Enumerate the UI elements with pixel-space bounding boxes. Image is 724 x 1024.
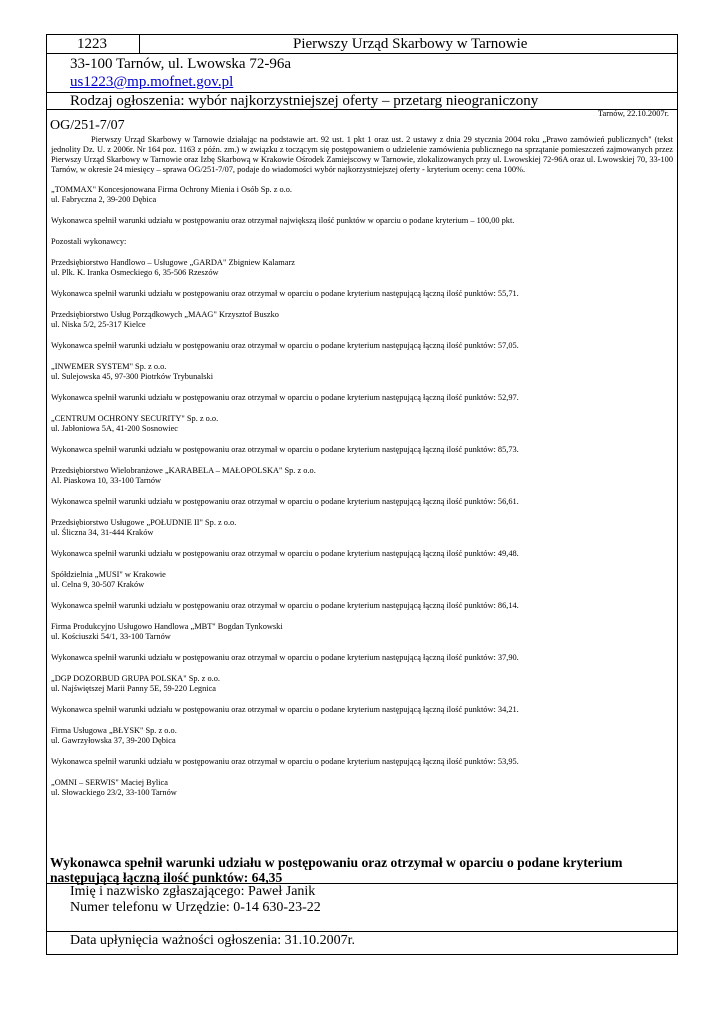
contact-row (47, 54, 677, 93)
contractor-name: Spółdzielnia „MUSI" w Krakowie (51, 570, 166, 579)
contractor-block (51, 726, 673, 746)
contractor-address: ul. Gawrzyłowska 37, 39-200 Dębica (51, 736, 176, 745)
notice-date: Tarnów, 22.10.2007r. (598, 109, 669, 118)
case-signature: OG/251-7/07 (50, 118, 125, 133)
contractor-address: Al. Piaskowa 10, 33-100 Tarnów (51, 476, 162, 485)
contractor-name: Firma Produkcyjno Usługowo Handlowa „MBT" Bogdan Tynkowski (51, 622, 283, 631)
winner-address: ul. Fabryczna 2, 39-200 Dębica (51, 195, 157, 204)
contractor-name: Przedsiębiorstwo Usług Porządkowych „MAAG" Krzysztof Buszko (51, 310, 279, 319)
notice-document (46, 34, 678, 955)
contractor-result: Wykonawca spełnił warunki udziału w postępowaniu oraz otrzymał w oparciu o podane kryterium następującą łączną ilość punktów: 34,21. (51, 705, 519, 714)
contractor-name: „INWEMER SYSTEM" Sp. z o.o. (51, 362, 167, 371)
office-name: Pierwszy Urząd Skarbowy w Tarnowie (293, 36, 528, 52)
contractor-block (51, 414, 673, 434)
contractor-name: Przedsiębiorstwo Wielobranżowe „KARABELA – MAŁOPOLSKA" Sp. z o.o. (51, 466, 316, 475)
contractor-result: Wykonawca spełnił warunki udziału w postępowaniu oraz otrzymał w oparciu o podane kryterium następującą łączną ilość punktów: 55,71. (51, 289, 519, 298)
office-number: 1223 (77, 36, 107, 52)
contractor-result: Wykonawca spełnił warunki udziału w postępowaniu oraz otrzymał w oparciu o podane kryterium następującą łączną ilość punktów: 52,97. (51, 393, 519, 402)
contractor-result: Wykonawca spełnił warunki udziału w postępowaniu oraz otrzymał w oparciu o podane kryterium następującą łączną ilość punktów: 49,48. (51, 549, 519, 558)
notice-body (47, 110, 677, 884)
contractor-address: ul. Kościuszki 54/1, 33-100 Tarnów (51, 632, 171, 641)
reporter-name: Imię i nazwisko zgłaszającego: Paweł Janik (70, 884, 316, 899)
reporter-phone: Numer telefonu w Urzędzie: 0-14 630-23-22 (70, 900, 321, 915)
contractor-result: Wykonawca spełnił warunki udziału w postępowaniu oraz otrzymał w oparciu o podane kryterium następującą łączną ilość punktów: 53,95. (51, 757, 519, 766)
contractor-address: ul. Celna 9, 30-507 Kraków (51, 580, 145, 589)
intro-paragraph: Pierwszy Urząd Skarbowy w Tarnowie działając na podstawie art. 92 ust. 1 pkt 1 oraz ust. 2 ustawy z dnia 29 stycznia 2004 roku „Prawo zamówień publicznych" (tekst jednolity Dz. U. z 2006r. Nr 164 poz. 1163 z późn. zm.) w związku z toczącym się postępowaniem o udzielenie zamówienia publicznego na sprzątanie pomieszczeń zajmowanych przez Pierwszy Urząd Skarbowy w Tarnowie oraz Izbę Skarbową w Krakowie Ośrodek Zamiejscowy w Tarnowie, zlokalizowanych przy ul. Lwowskiej 72-96A oraz ul. Lwowskiej 70, 33-100 Tarnów, w okresie 24 miesięcy – sprawa OG/251-7/07, podaje do wiadomości wybór najkorzystniejszej oferty - kryterium oceny: cena 100%. (51, 135, 673, 174)
contractor-block (51, 466, 673, 486)
contractor-address: ul. Plk. K. Iranka Osmeckiego 6, 35-506 Rzeszów (51, 268, 219, 277)
contractor-address: ul. Śliczna 34, 31-444 Kraków (51, 528, 154, 537)
contractor-name: „OMNI – SERWIS" Maciej Bylica (51, 778, 168, 787)
contractor-result: Wykonawca spełnił warunki udziału w postępowaniu oraz otrzymał w oparciu o podane kryterium następującą łączną ilość punktów: 56,61. (51, 497, 519, 506)
winner-block (51, 185, 673, 205)
winner-result: Wykonawca spełnił warunki udziału w postępowaniu oraz otrzymał największą ilość punktów w oparciu o podane kryterium – 100,00 pkt. (51, 216, 515, 225)
contractor-block (51, 674, 673, 694)
others-label: Pozostali wykonawcy: (51, 237, 127, 246)
contractor-name: „CENTRUM OCHRONY SECURITY" Sp. z o.o. (51, 414, 219, 423)
contractor-result: Wykonawca spełnił warunki udziału w postępowaniu oraz otrzymał w oparciu o podane kryterium następującą łączną ilość punktów: 57,05. (51, 341, 519, 350)
contractor-result: Wykonawca spełnił warunki udziału w postępowaniu oraz otrzymał w oparciu o podane kryterium następującą łączną ilość punktów: 86,14. (51, 601, 519, 610)
contractor-name: „DGP DOZORBUD GRUPA POLSKA" Sp. z o.o. (51, 674, 220, 683)
contractor-name: Firma Usługowa „BŁYSK" Sp. z o.o. (51, 726, 177, 735)
contractor-block (51, 570, 673, 590)
contractor-address: ul. Niska 5/2, 25-317 Kielce (51, 320, 146, 329)
contractor-name: Przedsiębiorstwo Handlowo – Usługowe „GARDA" Zbigniew Kalamarz (51, 258, 295, 267)
contractor-block (51, 310, 673, 330)
contractor-address: ul. Sulejowska 45, 97-300 Piotrków Trybunalski (51, 372, 214, 381)
notice-type: Rodzaj ogłoszenia: wybór najkorzystniejszej oferty – przetarg nieograniczony (47, 93, 677, 110)
email-link[interactable]: us1223@mp.mofnet.gov.pl (70, 74, 234, 90)
contractor-result: Wykonawca spełnił warunki udziału w postępowaniu oraz otrzymał w oparciu o podane kryterium następującą łączną ilość punktów: 85,73. (51, 445, 519, 454)
contractor-name: Przedsiębiorstwo Usługowe „POŁUDNIE II" Sp. z o.o. (51, 518, 237, 527)
contractor-block (51, 622, 673, 642)
divider (139, 35, 140, 53)
header-row (47, 35, 677, 54)
contractor-address: ul. Jabłoniowa 5A, 41-200 Sosnowiec (51, 424, 178, 433)
reporter-row (47, 884, 677, 932)
final-result: Wykonawca spełnił warunki udziału w postępowaniu oraz otrzymał w oparciu o podane kryterium następującą łączną ilość punktów: 64,35 (50, 855, 623, 885)
expiry-date: Data upłynięcia ważności ogłoszenia: 31.10.2007r. (70, 933, 355, 948)
office-address: 33-100 Tarnów, ul. Lwowska 72-96a (70, 56, 291, 72)
contractor-block (51, 362, 673, 382)
contractor-address: ul. Słowackiego 23/2, 33-100 Tarnów (51, 788, 177, 797)
contractor-address: ul. Najświętszej Marii Panny 5E, 59-220 Legnica (51, 684, 216, 693)
contractor-result: Wykonawca spełnił warunki udziału w postępowaniu oraz otrzymał w oparciu o podane kryterium następującą łączną ilość punktów: 37,90. (51, 653, 519, 662)
contractor-block (51, 258, 673, 278)
winner-name: „TOMMAX" Koncesjonowana Firma Ochrony Mienia i Osób Sp. z o.o. (51, 185, 293, 194)
contractor-block (51, 778, 673, 798)
contractor-block (51, 518, 673, 538)
